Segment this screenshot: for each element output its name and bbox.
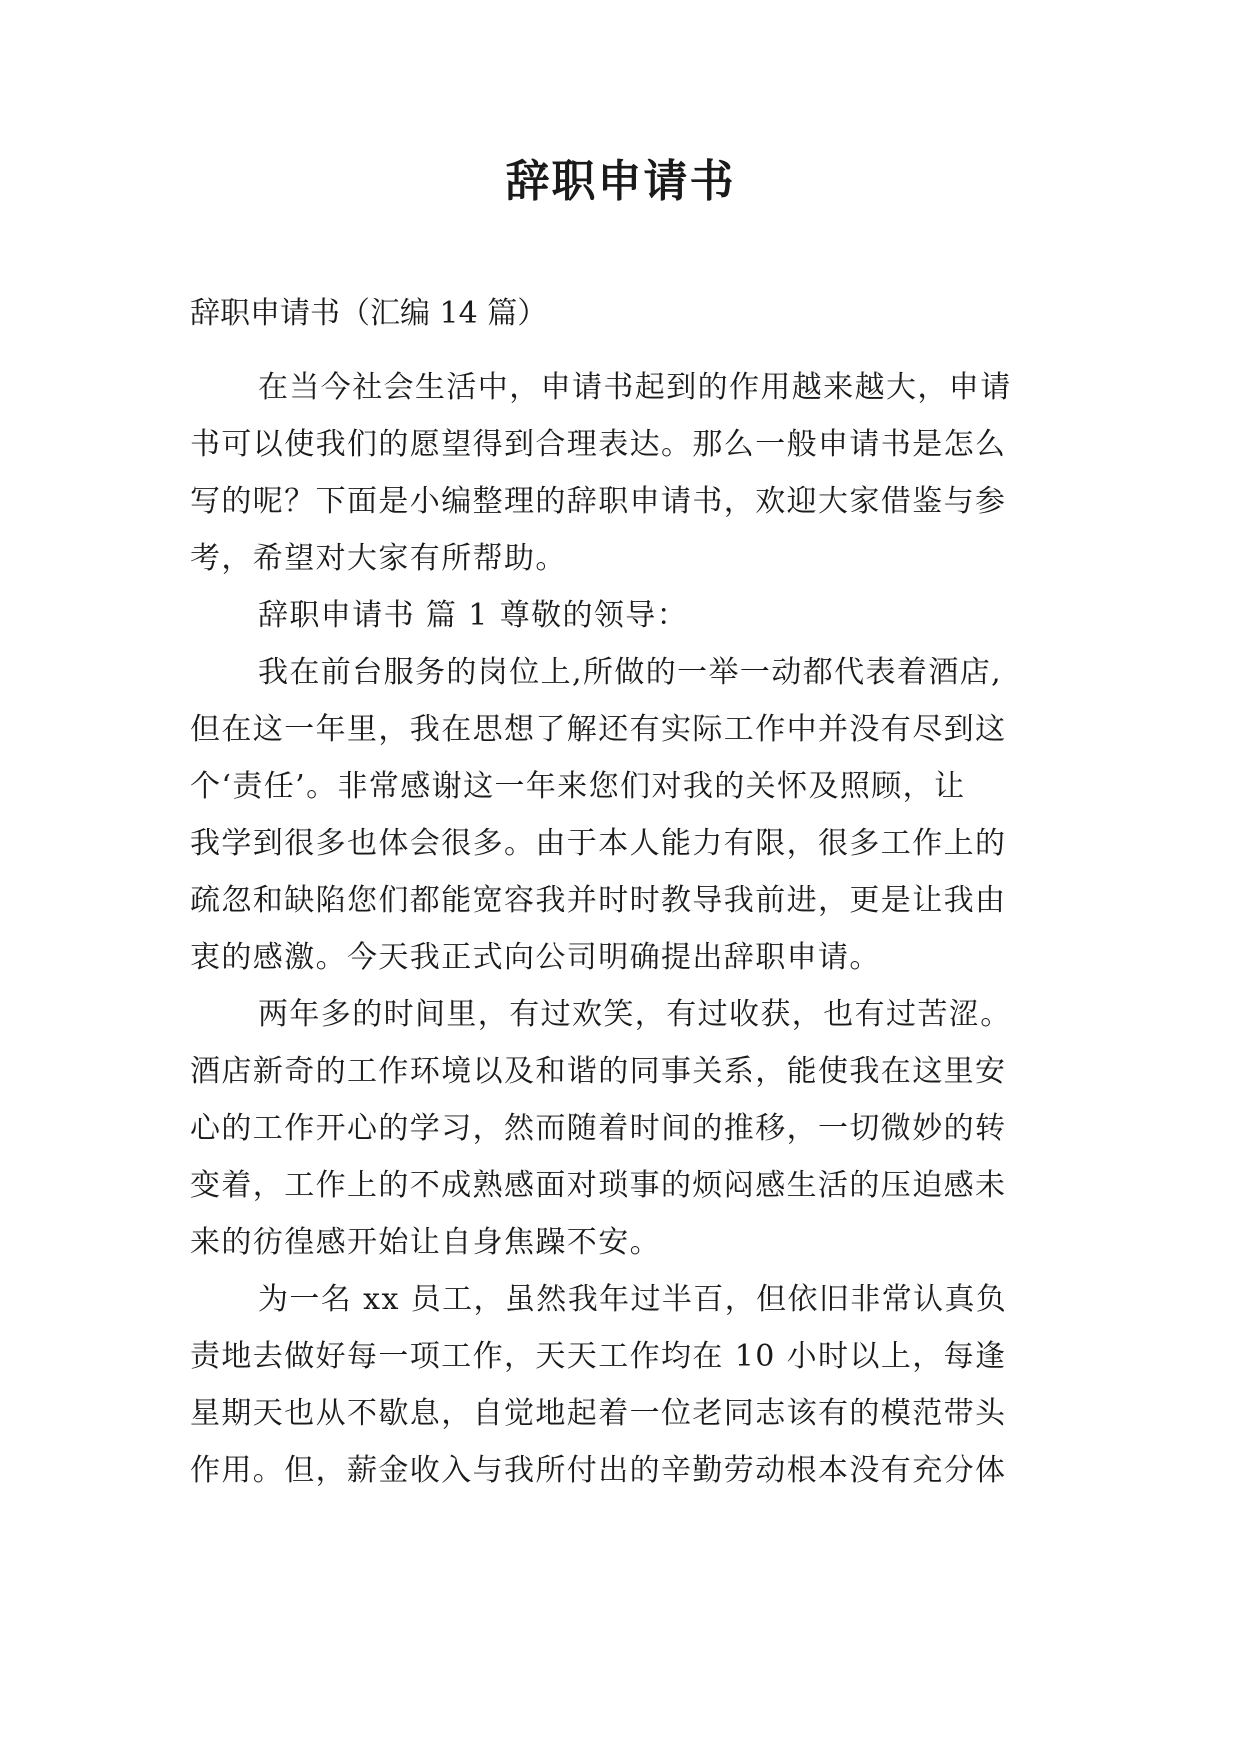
document-title: 辞职申请书 xyxy=(505,156,736,207)
paragraph-line: 责地去做好每一项工作，天天工作均在 10 小时以上，每逢 xyxy=(190,1339,1007,1374)
paragraph-line: 但在这一年里，我在思想了解还有实际工作中并没有尽到这 xyxy=(190,712,1007,747)
paragraph-line: 我学到很多也体会很多。由于本人能力有限，很多工作上的 xyxy=(190,826,1007,861)
paragraph-line: 在当今社会生活中，申请书起到的作用越来越大，申请 xyxy=(258,370,1012,405)
paragraph-line: 为一名 xx 员工，虽然我年过半百，但依旧非常认真负 xyxy=(258,1282,1008,1317)
paragraph-line: 作用。但，薪金收入与我所付出的辛勤劳动根本没有充分体 xyxy=(190,1453,1007,1488)
paragraph-line: 星期天也从不歇息，自觉地起着一位老同志该有的模范带头 xyxy=(190,1396,1007,1431)
paragraph-line: 写的呢？下面是小编整理的辞职申请书，欢迎大家借鉴与参 xyxy=(190,484,1007,519)
paragraph-line: 个‘责任’。非常感谢这一年来您们对我的关怀及照顾，让 xyxy=(190,769,966,804)
paragraph-line: 心的工作开心的学习，然而随着时间的推移，一切微妙的转 xyxy=(190,1111,1007,1146)
paragraph-line: 变着，工作上的不成熟感面对琐事的烦闷感生活的压迫感未 xyxy=(190,1168,1007,1203)
section-heading: 辞职申请书 篇 1 尊敬的领导： xyxy=(258,598,689,633)
paragraph-line: 疏忽和缺陷您们都能宽容我并时时教导我前进，更是让我由 xyxy=(190,883,1007,918)
paragraph-line: 衷的感激。今天我正式向公司明确提出辞职申请。 xyxy=(190,940,881,975)
paragraph-line: 来的彷徨感开始让自身焦躁不安。 xyxy=(190,1225,661,1260)
document-subtitle: 辞职申请书（汇编 14 篇） xyxy=(190,296,548,331)
paragraph-line: 考，希望对大家有所帮助。 xyxy=(190,541,567,576)
paragraph-line: 我在前台服务的岗位上,所做的一举一动都代表着酒店, xyxy=(258,655,1003,690)
paragraph-line: 酒店新奇的工作环境以及和谐的同事关系，能使我在这里安 xyxy=(190,1054,1007,1089)
paragraph-line: 书可以使我们的愿望得到合理表达。那么一般申请书是怎么 xyxy=(190,427,1007,462)
paragraph-line: 两年多的时间里，有过欢笑，有过收获，也有过苦涩。 xyxy=(258,997,1012,1032)
